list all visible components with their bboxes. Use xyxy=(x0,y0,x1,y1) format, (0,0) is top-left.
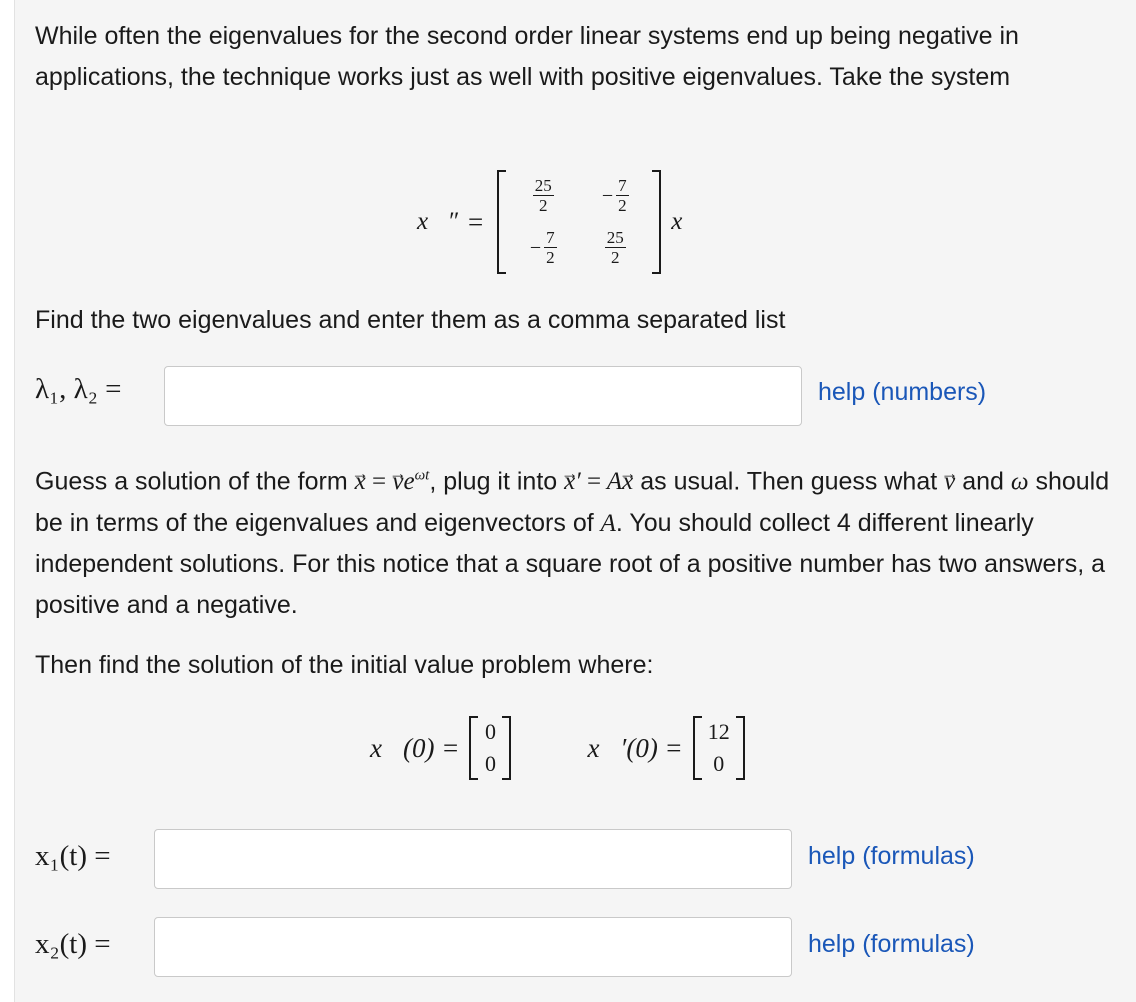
formula-x-eq-v-exp: → x = → $ve^{\omega t}$ xyxy=(355,468,430,495)
x0-entry-1: 0 xyxy=(484,751,496,776)
x1-input[interactable] xyxy=(154,829,792,889)
eigen-label: λ₁, λ₂ = xyxy=(35,373,122,405)
x1-label: x₁(t) = xyxy=(35,840,111,872)
matrix-entry-1-1: $\frac{25}{2}$ xyxy=(606,228,624,267)
system-equals: = xyxy=(467,206,484,237)
matrix-entry-1-0: − $\frac{7}{2}$ xyxy=(529,228,555,267)
formula-x-prime-eq-ax: → x′ = A→ x xyxy=(564,468,633,495)
symbol-omega: ω xyxy=(1010,468,1029,496)
guess-text-1: Guess a solution of the form xyxy=(35,467,348,496)
x2-label: x₂(t) = xyxy=(35,928,111,960)
eigen-input[interactable] xyxy=(164,366,802,426)
xp0-entry-1: 0 xyxy=(713,751,725,776)
guess-text-2: , plug it into xyxy=(429,467,558,496)
x0-entry-0: 0 xyxy=(484,719,496,744)
matrix-entry-0-1: − $\frac{7}{2}$ xyxy=(601,176,627,215)
symbol-v: → v xyxy=(944,468,955,495)
x2-input[interactable] xyxy=(154,917,792,977)
eigen-help-link[interactable]: help (numbers) xyxy=(818,378,987,406)
xp0-label: x⃗′(0) = xyxy=(587,732,683,763)
problem-panel xyxy=(14,0,1136,1002)
system-lhs: x⃗″ xyxy=(417,208,458,235)
system-equation xyxy=(417,170,702,274)
xp0-vector xyxy=(693,716,745,780)
guess-text-3: as usual. Then guess what xyxy=(640,467,938,496)
guess-text-6: . You should collect 4 different linearly independent solutions. For this notice that a square root of a positive number has two answers, a positive and a negative. xyxy=(35,508,1106,619)
intro-text: While often the eigenvalues for the second order linear systems end up being negative in applications, the technique works just as well with positive eigenvalues. Take the system xyxy=(35,22,1019,91)
x1-help-link[interactable]: help (formulas) xyxy=(808,842,975,870)
x0-vector xyxy=(469,716,511,780)
symbol-a: A xyxy=(600,509,616,537)
x2-help-link[interactable]: help (formulas) xyxy=(808,930,975,958)
ivp-prompt: Then find the solution of the initial value problem where: xyxy=(35,651,654,679)
x0-label: x⃗(0) = xyxy=(370,732,460,763)
matrix-entry-0-0: $\frac{25}{2}$ xyxy=(534,176,552,215)
eigen-prompt: Find the two eigenvalues and enter them as a comma separated list xyxy=(35,306,786,334)
guess-text-5: should be in terms of the eigenvalues and eigenvectors of xyxy=(35,467,1110,537)
guess-text-4: and xyxy=(962,467,1004,496)
xp0-entry-0: 12 xyxy=(707,719,730,744)
system-matrix xyxy=(497,170,661,274)
guess-paragraph xyxy=(35,456,1125,625)
initial-conditions xyxy=(370,716,745,780)
system-rhs: x⃗ xyxy=(671,208,702,235)
